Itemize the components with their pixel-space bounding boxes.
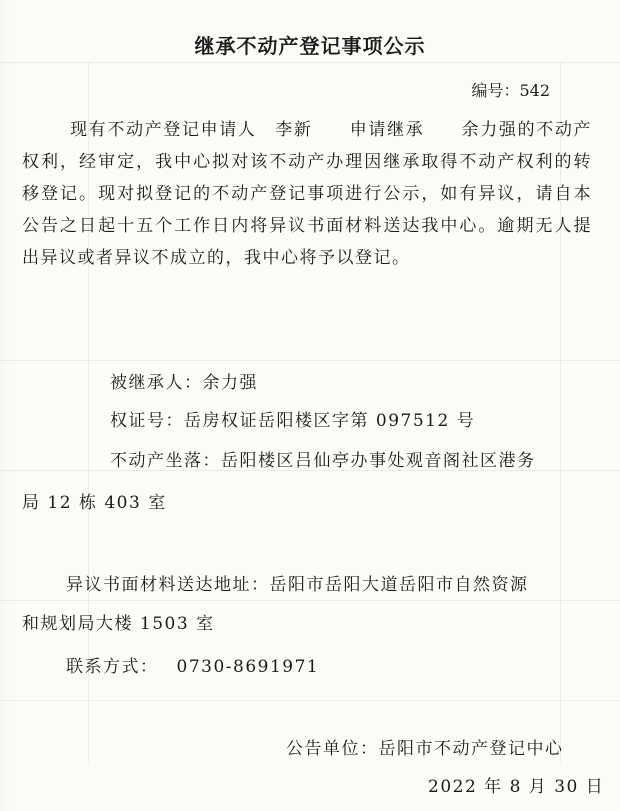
notice-date: 2022 年 8 月 30 日 [428,777,605,797]
contact-label: 联系方式： [66,657,159,677]
decedent-label: 被继承人： [110,373,203,393]
bleed-through-line [0,62,620,63]
certificate-label: 权证号： [110,411,184,431]
contact-line [66,652,319,677]
certificate-line [110,406,475,431]
certificate-value: 岳房权证岳阳楼区字第 097512 号 [184,411,476,431]
location-line [110,446,536,471]
address-value-line2: 和规划局大楼 1503 室 [22,614,215,634]
address-line [66,570,529,595]
address-label: 异议书面材料送达地址： [66,575,270,595]
location-label: 不动产坐落： [110,451,221,471]
issuer-value: 岳阳市不动产登记中心 [378,739,564,759]
issuer-label: 公告单位： [286,739,379,759]
bleed-through-line [0,360,620,361]
issuer-line [286,734,564,759]
location-value-line1: 岳阳楼区吕仙亭办事处观音阁社区港务 [221,451,536,471]
bleed-through-line [0,700,620,701]
location-line-continued [22,488,167,513]
notice-body [22,114,592,274]
decedent-line [110,368,258,393]
decedent-value: 余力强 [202,373,258,393]
contact-value: 0730-8691971 [176,657,320,677]
notice-title: 继承不动产登记事项公示 [194,34,426,58]
notice-number: 编号：542 [471,81,550,100]
address-value-line1: 岳阳市岳阳大道岳阳市自然资源 [269,575,529,595]
address-line-continued [22,609,215,634]
notice-body-text: 现有不动产登记申请人 李新 申请继承 余力强的不动产权利，经审定，我中心拟对该不动产办理因继承取得不动产权利的转移登记。现对拟登记的不动产登记事项进行公示，如有异议，请自本公告之日起十五个工作日内将异议书面材料送达我中心。逾期无人提出异议或者异议不成立的，我中心将予以登记。 [22,120,592,268]
location-value-line2: 局 12 栋 403 室 [22,493,167,513]
bleed-through-line [0,600,620,601]
